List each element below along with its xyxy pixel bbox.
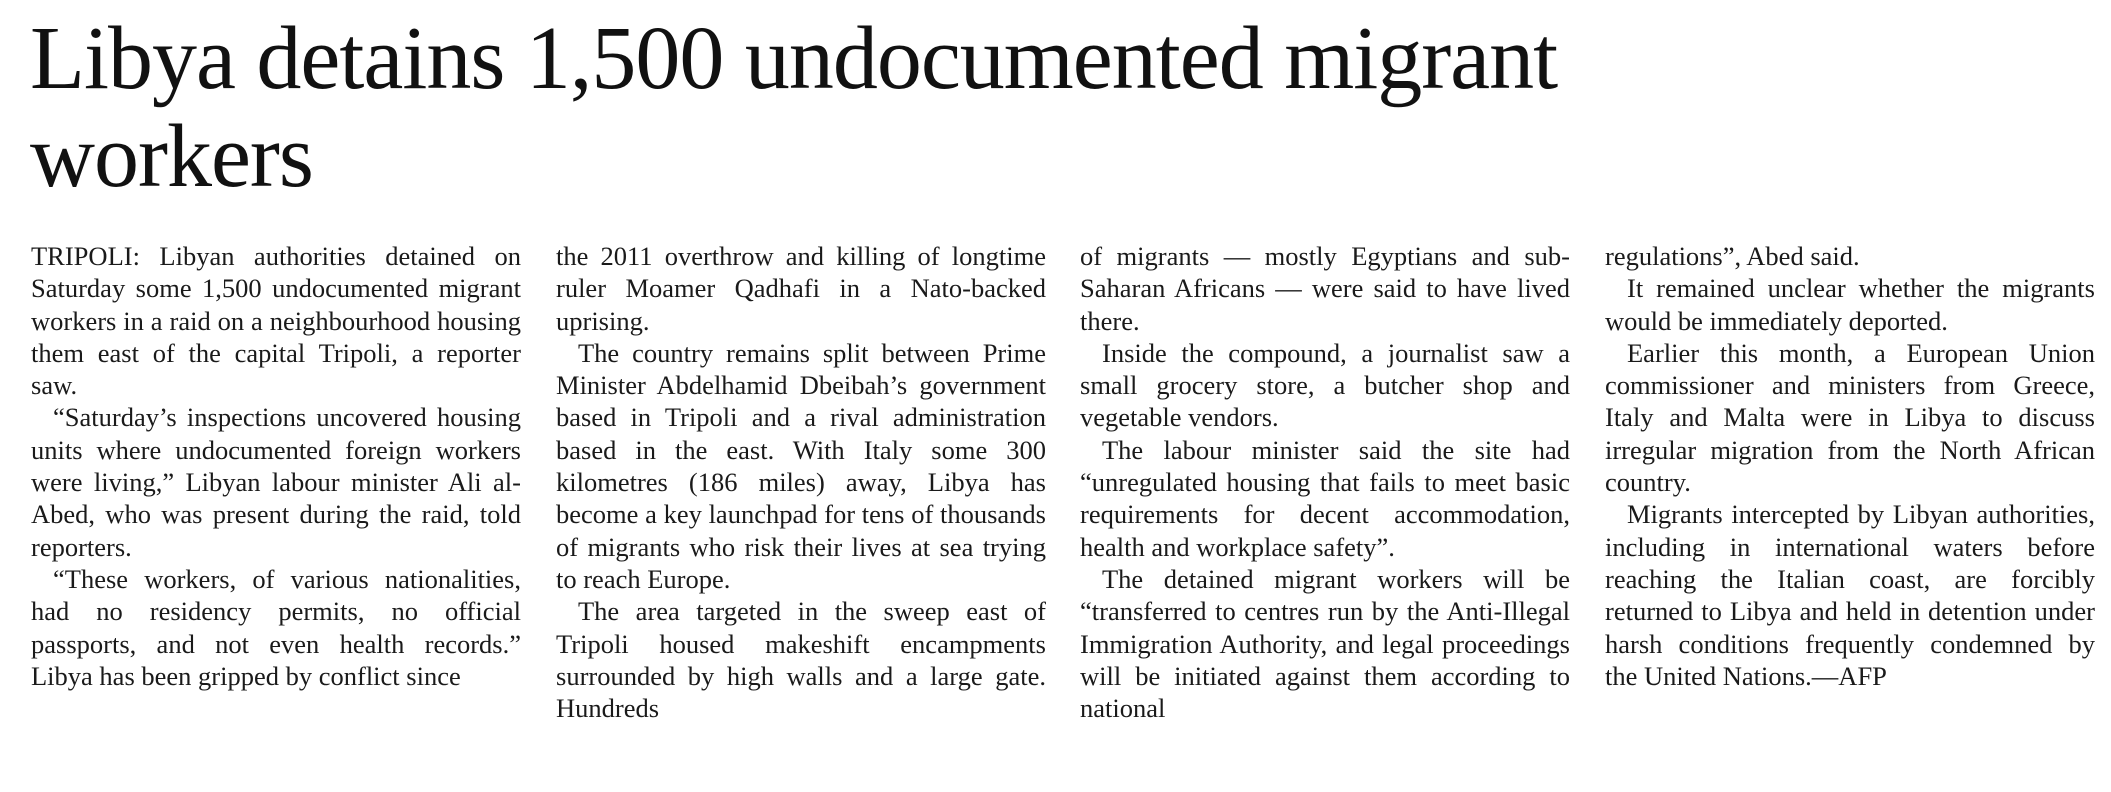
paragraph: Migrants intercepted by Libyan authorities, including in international waters before reaching the Italian coast, are forcibly returned to Libya and held in detention under harsh conditions frequently condemned by the United Nations.—AFP xyxy=(1605,499,2095,691)
article-column-2 xyxy=(556,240,1046,790)
paragraph: The detained migrant workers will be “transferred to centres run by the Anti-Illegal Immigration Authority, and legal proceedings will be initiated against them according to national xyxy=(1080,563,1570,724)
paragraph: of migrants — mostly Egyptians and sub-Saharan Africans — were said to have lived there. xyxy=(1080,241,1570,336)
paragraph: regulations”, Abed said. xyxy=(1605,241,1860,271)
paragraph: TRIPOLI: Libyan authorities detained on Saturday some 1,500 undocumented migrant workers in a raid on a neighbourhood housing them east of the capital Tripoli, a reporter saw. xyxy=(31,241,521,401)
headline: Libya detains 1,500 undocumented migrant workers xyxy=(30,9,1558,206)
paragraph: The area targeted in the sweep east of Tripoli housed makeshift encampments surrounded by high walls and a large gate. Hundreds xyxy=(556,596,1046,724)
paragraph: Inside the compound, a journalist saw a small grocery store, a butcher shop and vegetable vendors. xyxy=(1080,337,1570,433)
article-column-1 xyxy=(31,240,521,790)
article-column-4 xyxy=(1605,240,2095,790)
paragraph: It remained unclear whether the migrants would be immediately deported. xyxy=(1605,273,2095,336)
paragraph: The labour minister said the site had “unregulated housing that fails to meet basic requirements for decent accommodation, health and workplace safety”. xyxy=(1080,434,1570,562)
paragraph: “These workers, of various nationalities, had no residency permits, no official passports, and not even health records.” Libya has been gripped by conflict since xyxy=(31,563,521,691)
paragraph: the 2011 overthrow and killing of longtime ruler Moamer Qadhafi in a Nato-backed uprising. xyxy=(556,241,1046,336)
paragraph: “Saturday’s inspections uncovered housing units where undocumented foreign workers were living,” Libyan labour minister Ali al-Abed, who was present during the raid, told reporters. xyxy=(31,402,521,562)
paragraph: The country remains split between Prime Minister Abdelhamid Dbeibah’s government based in Tripoli and a rival administration based in the east. With Italy some 300 kilometres (186 miles) away, Libya has become a key launchpad for tens of thousands of migrants who risk their lives at sea trying to reach Europe. xyxy=(556,337,1046,594)
paragraph: Earlier this month, a European Union commissioner and ministers from Greece, Italy and Malta were in Libya to discuss irregular migration from the North African country. xyxy=(1605,337,2095,498)
article-column-3 xyxy=(1080,240,1570,790)
